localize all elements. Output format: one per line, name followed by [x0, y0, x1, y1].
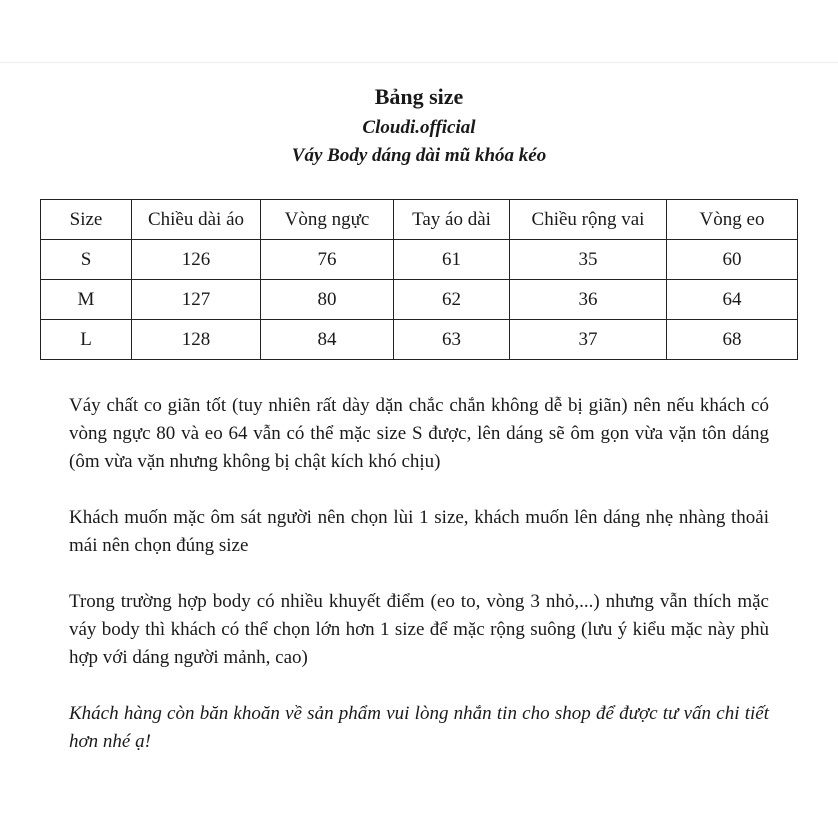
table-cell: 68	[667, 320, 798, 360]
table-row	[41, 240, 798, 280]
table-cell: 128	[132, 320, 261, 360]
table-cell: 63	[394, 320, 510, 360]
table-cell: 61	[394, 240, 510, 280]
column-header-shoulder: Chiều rộng vai	[510, 200, 667, 240]
table-header-row	[41, 200, 798, 240]
table-cell: S	[41, 240, 132, 280]
page-title: Bảng size	[374, 84, 464, 109]
table-row	[41, 320, 798, 360]
column-header-waist: Vòng eo	[667, 200, 798, 240]
column-header-sleeve: Tay áo dài	[394, 200, 510, 240]
table-cell: M	[41, 280, 132, 320]
size-table	[40, 199, 798, 360]
table-cell: L	[41, 320, 132, 360]
table-cell: 62	[394, 280, 510, 320]
table-cell: 76	[261, 240, 394, 280]
size-notes	[69, 392, 769, 784]
table-cell: 36	[510, 280, 667, 320]
column-header-bust: Vòng ngực	[261, 200, 394, 240]
table-cell: 127	[132, 280, 261, 320]
column-header-length: Chiều dài áo	[132, 200, 261, 240]
table-cell: 80	[261, 280, 394, 320]
top-divider	[0, 62, 838, 63]
table-cell: 64	[667, 280, 798, 320]
table-cell: 84	[261, 320, 394, 360]
note-paragraph-fit: Khách muốn mặc ôm sát người nên chọn lùi 1 size, khách muốn lên dáng nhẹ nhàng thoải mái nên chọn đúng size	[69, 507, 769, 556]
product-name: Váy Body dáng dài mũ khóa kéo	[291, 145, 547, 166]
table-cell: 35	[510, 240, 667, 280]
table-cell: 126	[132, 240, 261, 280]
brand-name: Cloudi.official	[362, 117, 476, 138]
table-row	[41, 280, 798, 320]
note-paragraph-body-type: Trong trường hợp body có nhiều khuyết điểm (eo to, vòng 3 nhỏ,...) nhưng vẫn thích mặc váy body thì khách có thể chọn lớn hơn 1 size để mặc rộng suông (lưu ý kiểu mặc này phù hợp với dáng người mảnh, cao)	[69, 591, 769, 668]
note-paragraph-stretch: Váy chất co giãn tốt (tuy nhiên rất dày dặn chắc chắn không dễ bị giãn) nên nếu khách có vòng ngực 80 và eo 64 vẫn có thể mặc size S được, lên dáng sẽ ôm gọn vừa vặn tôn dáng (ôm vừa vặn nhưng không bị chật kích khó chịu)	[69, 395, 769, 472]
column-header-size: Size	[41, 200, 132, 240]
note-paragraph-contact: Khách hàng còn băn khoăn về sản phẩm vui lòng nhắn tin cho shop để được tư vấn chi tiết hơn nhé ạ!	[69, 703, 769, 752]
table-cell: 37	[510, 320, 667, 360]
table-cell: 60	[667, 240, 798, 280]
